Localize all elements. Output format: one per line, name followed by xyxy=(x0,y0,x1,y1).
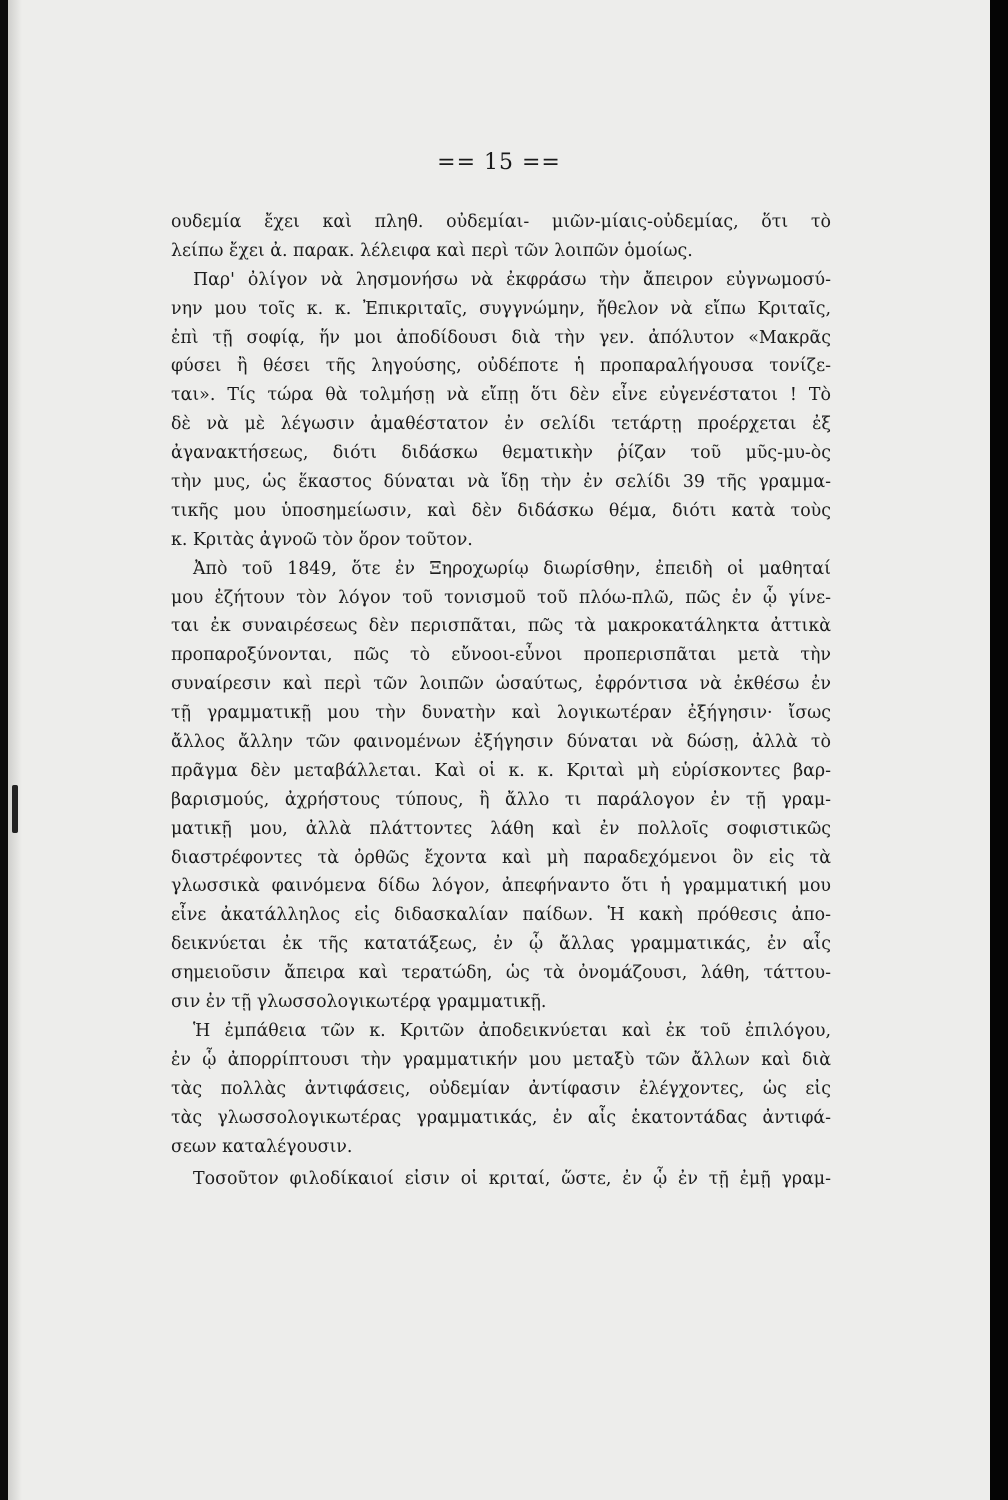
text-line: ουδεμία ἔχει καὶ πληθ. οὐδεμίαι- μιῶν-μίαις-οὐδεμίας, ὅτι τὸ xyxy=(171,212,831,232)
text-line: πρᾶγμα δὲν μεταβάλλεται. Καὶ οἱ κ. κ. Κριταὶ μὴ εὑρίσκοντες βαρ- xyxy=(171,760,831,781)
text-line: λείπω ἔχει ἀ. παρακ. λέλειφα καὶ περὶ τῶν λοιπῶν ὁμοίως. xyxy=(171,240,693,261)
document-page xyxy=(8,0,990,1500)
paragraph-start-line: Τοσοῦτον φιλοδίκαιοί εἰσιν οἱ κριταί, ὥστε, ἐν ᾧ ἐν τῇ ἐμῇ γραμ- xyxy=(193,1169,831,1190)
text-line: φύσει ἢ θέσει τῆς ληγούσης, οὐδέποτε ἡ προπαραλήγουσα τονίζε- xyxy=(171,356,831,377)
text-line: τῇ γραμματικῇ μου τὴν δυνατὴν καὶ λογικωτέραν ἐξήγησιν· ἴσως xyxy=(171,703,831,724)
text-line: τὴν μυς, ὡς ἕκαστος δύναται νὰ ἴδῃ τὴν ἐν σελίδι 39 τῆς γραμμα- xyxy=(171,472,831,493)
text-line: νην μου τοῖς κ. κ. Ἐπικριταῖς, συγγνώμην, ἤθελον νὰ εἴπω Κριταῖς, xyxy=(171,298,831,319)
page-gutter-shadow xyxy=(8,0,22,1500)
text-line: συναίρεσιν καὶ περὶ τῶν λοιπῶν ὡσαύτως, ἐφρόντισα νὰ ἐκθέσω ἐν xyxy=(171,674,831,695)
text-line: προπαροξύνονται, πῶς τὸ εὔνοοι-εὖνοι προπερισπᾶται μετὰ τὴν xyxy=(171,645,831,666)
text-line: σημειοῦσιν ἄπειρα καὶ τερατώδη, ὡς τὰ ὀνομάζουσι, λάθη, τάττου- xyxy=(171,963,831,984)
margin-ink-mark xyxy=(12,785,18,833)
text-line: διαστρέφοντες τὰ ὀρθῶς ἔχοντα καὶ μὴ παραδεχόμενοι ὃν εἰς τὰ xyxy=(171,847,831,868)
text-line: δεικνύεται ἐκ τῆς κατατάξεως, ἐν ᾧ ἄλλας γραμματικάς, ἐν αἷς xyxy=(171,934,831,955)
text-line: τὰς γλωσσολογικωτέρας γραμματικάς, ἐν αἷς ἑκατοντάδας ἀντιφά- xyxy=(171,1107,831,1128)
paragraph-start-line: Ἡ ἐμπάθεια τῶν κ. Κριτῶν ἀποδεικνύεται καὶ ἐκ τοῦ ἐπιλόγου, xyxy=(193,1020,831,1041)
text-line: ἐν ᾧ ἀπορρίπτουσι τὴν γραμματικήν μου μεταξὺ τῶν ἄλλων καὶ διὰ xyxy=(171,1049,831,1070)
scan-right-edge xyxy=(990,0,1008,1500)
text-line: σιν ἐν τῇ γλωσσολογικωτέρᾳ γραμματικῇ. xyxy=(171,992,547,1013)
text-line: δὲ νὰ μὲ λέγωσιν ἀμαθέστατον ἐν σελίδι τετάρτῃ προέρχεται ἐξ xyxy=(171,414,831,435)
text-line: κ. Κριτὰς ἀγνοῶ τὸν ὅρον τοῦτον. xyxy=(171,529,473,550)
text-line: μου ἐζήτουν τὸν λόγον τοῦ τονισμοῦ τοῦ πλόω-πλῶ, πῶς ἐν ᾧ γίνε- xyxy=(171,587,831,608)
paragraph-start-line: Παρ' ὀλίγον νὰ λησμονήσω νὰ ἐκφράσω τὴν ἄπειρον εὐγνωμοσύ- xyxy=(193,269,831,290)
text-line: ματικῇ μου, ἀλλὰ πλάττοντες λάθη καὶ ἐν πολλοῖς σοφιστικῶς xyxy=(171,818,831,839)
text-line: ἄλλος ἄλλην τῶν φαινομένων ἐξήγησιν δύναται νὰ δώσῃ, ἀλλὰ τὸ xyxy=(171,732,831,753)
text-line: τὰς πολλὰς ἀντιφάσεις, οὐδεμίαν ἀντίφασιν ἐλέγχοντες, ὡς εἰς xyxy=(171,1078,831,1099)
text-line: ται». Τίς τώρα θὰ τολμήσῃ νὰ εἴπῃ ὅτι δὲν εἶνε εὐγενέστατοι ! Τὸ xyxy=(171,385,831,406)
body-text xyxy=(171,208,831,1194)
text-line: ἐπὶ τῇ σοφίᾳ, ἥν μοι ἀποδίδουσι διὰ τὴν γεν. ἀπόλυτον «Μακρᾶς xyxy=(171,327,831,348)
text-line: γλωσσικὰ φαινόμενα δίδω λόγον, ἀπεφήναντο ὅτι ἡ γραμματική μου xyxy=(171,876,831,897)
text-line: ται ἐκ συναιρέσεως δὲν περισπᾶται, πῶς τὰ μακροκατάληκτα ἀττικὰ xyxy=(171,616,831,637)
text-line: βαρισμούς, ἀχρήστους τύπους, ἢ ἄλλο τι παράλογον ἐν τῇ γραμ- xyxy=(171,789,831,810)
page-number: == 15 == xyxy=(437,150,561,175)
text-line: εἶνε ἀκατάλληλος εἰς διδασκαλίαν παίδων. Ἡ κακὴ πρόθεσις ἀπο- xyxy=(171,905,831,926)
text-line: ἀγανακτήσεως, διότι διδάσκω θεματικὴν ῥίζαν τοῦ μῦς-μυ-ὸς xyxy=(171,443,831,464)
text-line: τικῆς μου ὑποσημείωσιν, καὶ δὲν διδάσκω θέμα, διότι κατὰ τοὺς xyxy=(171,500,831,521)
paragraph-start-line: Ἀπὸ τοῦ 1849, ὅτε ἐν Ξηροχωρίῳ διωρίσθην, ἐπειδὴ οἱ μαθηταί xyxy=(193,558,831,579)
text-line: σεων καταλέγουσιν. xyxy=(171,1136,353,1157)
